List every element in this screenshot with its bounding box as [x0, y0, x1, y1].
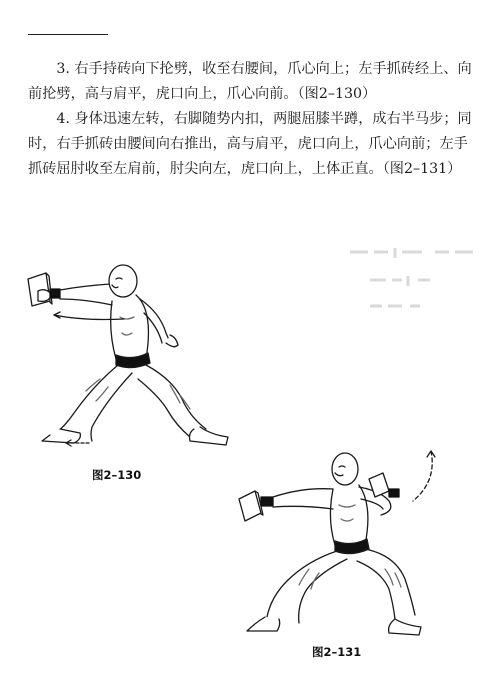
figure-caption-2-130: 图2–130	[92, 468, 142, 482]
instruction-paragraph-3: 3. 右手持砖向下抡劈，收至右腰间，爪心向上；左手抓砖经上、向前抡劈，高与肩平，虎口向上，爪心向前。（图2–130）	[28, 61, 472, 102]
figure-2-130-illustration	[20, 255, 250, 455]
figure-2-131-illustration	[235, 445, 480, 640]
bleed-through-marks	[340, 240, 480, 320]
header-rule	[28, 34, 108, 35]
figure-caption-2-131: 图2–131	[312, 645, 362, 659]
instruction-paragraph-4: 4. 身体迅速左转，右脚随势内扣，两腿屈膝半蹲，成右半马步；同时，右手抓砖由腰间向右推出，高与肩平，虎口向上，爪心向前；左手抓砖屈肘收至左肩前，肘尖向左，虎口向上，上体正直。（图2–131）	[28, 111, 472, 177]
